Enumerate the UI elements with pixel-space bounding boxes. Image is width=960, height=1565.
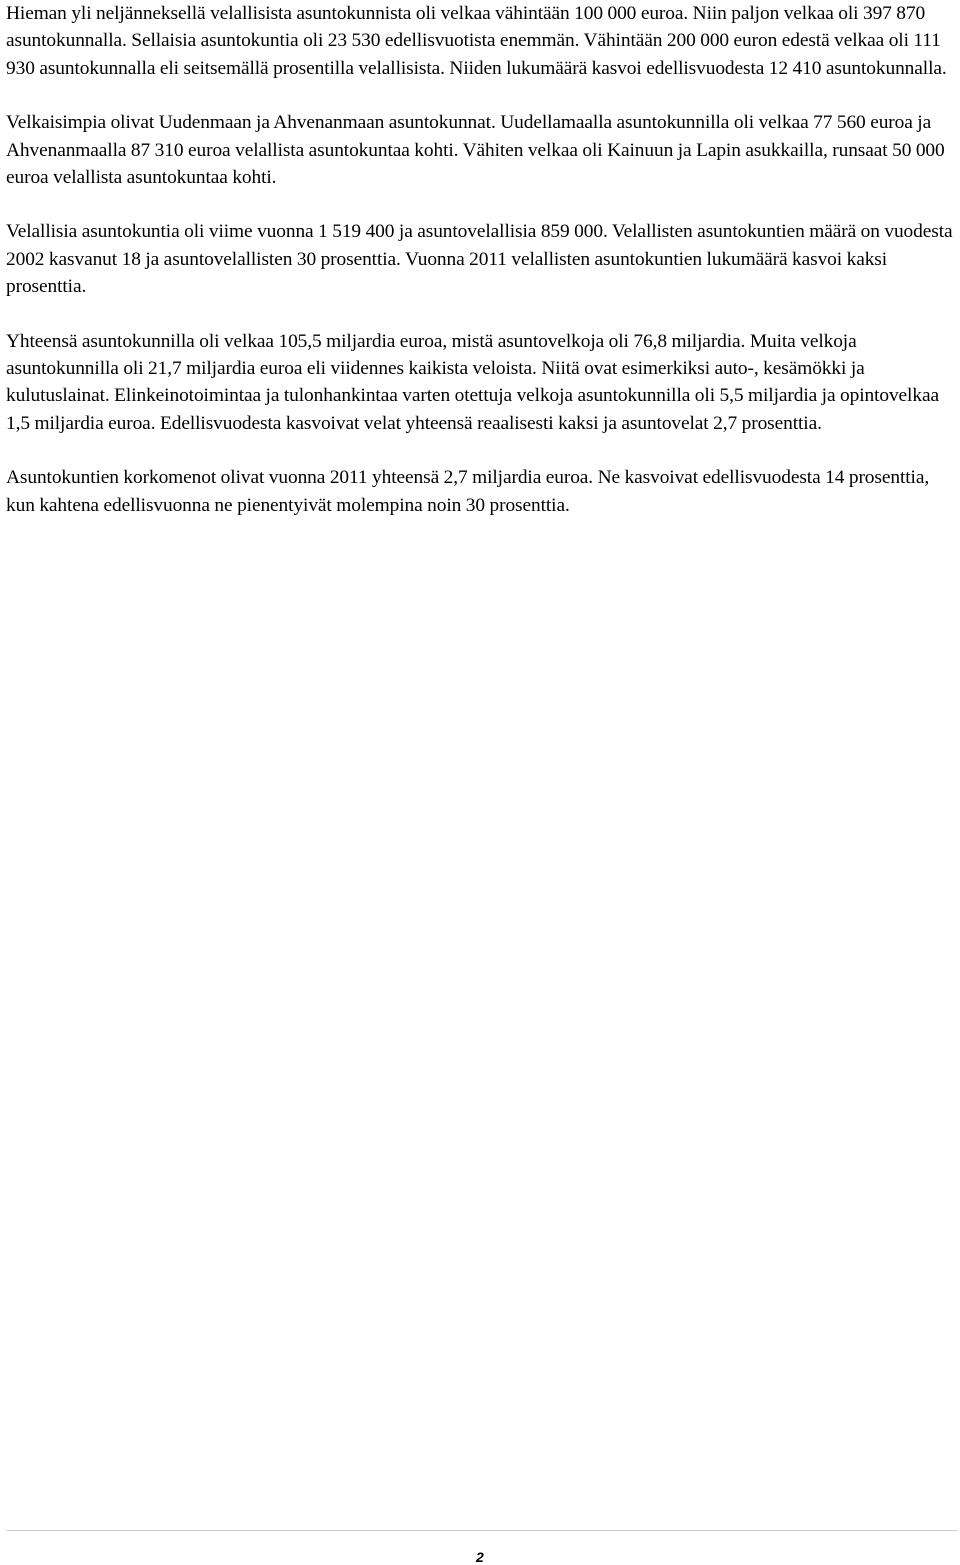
paragraph-debt-over-100k: Hieman yli neljänneksellä velallisista asuntokunnista oli velkaa vähintään 100 000 euroa. Niin paljon velkaa oli 397 870 asuntokunnalla. Sellaisia asuntokuntia oli 23 530 edellisvuotista enemmän. Vähintään 200 000 euron edestä velkaa oli 111 930 asuntokunnalla eli seitsemällä prosentilla velallisista. Niiden lukumäärä kasvoi edellisvuodesta 12 410 asuntokunnalla. bbox=[6, 3, 947, 79]
footer-divider bbox=[6, 1530, 958, 1531]
paragraph-debtor-counts: Velallisia asuntokuntia oli viime vuonna 1 519 400 ja asuntovelallisia 859 000. Velallisten asuntokuntien määrä on vuodesta 2002 kasvanut 18 ja asuntovelallisten 30 prosenttia. Vuonna 2011 velallisten asuntokuntien lukumäärä kasvoi kaksi prosenttia. bbox=[6, 221, 953, 298]
paragraph-interest-expenses: Asuntokuntien korkomenot olivat vuonna 2011 yhteensä 2,7 miljardia euroa. Ne kasvoivat edellisvuodesta 14 prosenttia, kun kahtena edellisvuonna ne pienentyivät molempina noin 30 prosenttia. bbox=[6, 467, 930, 516]
page-number: 2 bbox=[476, 1549, 484, 1565]
paragraph-regional-debt: Velkaisimpia olivat Uudenmaan ja Ahvenanmaan asuntokunnat. Uudellamaalla asuntokunnilla oli velkaa 77 560 euroa ja Ahvenanmaalla 87 310 euroa velallista asuntokuntaa kohti. Vähiten velkaa oli Kainuun ja Lapin asukkailla, runsaat 50 000 euroa velallista asuntokuntaa kohti. bbox=[6, 112, 945, 189]
document-body bbox=[6, 0, 956, 546]
paragraph-total-debt: Yhteensä asuntokunnilla oli velkaa 105,5 miljardia euroa, mistä asuntovelkoja oli 76,8 miljardia. Muita velkoja asuntokunnilla oli 21,7 miljardia euroa eli viidennes kaikista veloista. Niitä ovat esimerkiksi auto-, kesämökki ja kulutuslainat. Elinkeinotoimintaa ja tulonhankintaa varten otettuja velkoja asuntokunnilla oli 5,5 miljardia ja opintovelkaa 1,5 miljardia euroa. Edellisvuodesta kasvoivat velat yhteensä reaalisesti kaksi ja asuntovelat 2,7 prosenttia. bbox=[6, 330, 939, 434]
